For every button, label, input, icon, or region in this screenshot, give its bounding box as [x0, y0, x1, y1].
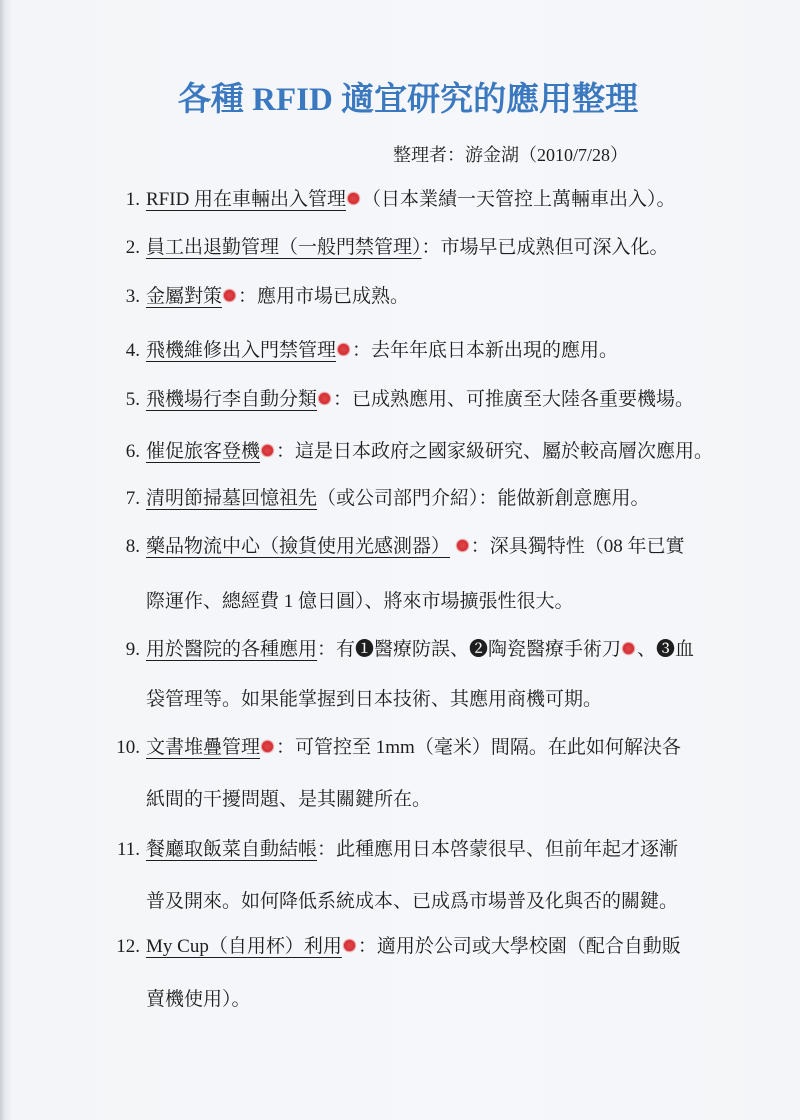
item-text: （日本業績一天管控上萬輛車出入）。	[362, 189, 676, 210]
list-item-continuation	[0, 888, 800, 916]
item-text-after-mark: 、❸血	[637, 639, 695, 660]
list-item	[0, 386, 800, 414]
list-item	[0, 836, 800, 864]
item-heading: 藥品物流中心（撿貨使用光感測器）	[146, 536, 451, 557]
item-body	[146, 234, 669, 262]
item-body	[146, 636, 694, 664]
red-mark-icon	[348, 193, 359, 204]
item-heading: 文書堆疊管理	[146, 737, 261, 758]
item-text-line2: 普及開來。如何降低系統成本、已成爲市場普及化與否的關鍵。	[146, 891, 679, 912]
item-body	[146, 386, 694, 414]
red-mark-icon	[262, 445, 273, 456]
item-number: 8.	[125, 536, 140, 557]
item-number: 10.	[116, 737, 140, 758]
item-number: 2.	[125, 237, 140, 258]
item-text-line2: 紙間的干擾問題、是其關鍵所在。	[146, 789, 432, 810]
item-text: ：此種應用日本啓蒙很早、但前年起才逐漸	[317, 839, 679, 860]
list-item	[0, 337, 800, 365]
item-heading: 清明節掃墓回憶祖先	[146, 488, 318, 509]
item-text: ：應用市場已成熟。	[238, 286, 410, 307]
item-body	[146, 485, 650, 513]
item-text: （或公司部門介紹）：能做新創意應用。	[317, 488, 650, 509]
item-body	[146, 933, 681, 961]
red-mark-icon	[623, 643, 634, 654]
item-heading: My Cup（自用杯）利用	[146, 936, 342, 957]
item-text-line2: 際運作、總經費 1 億日圓）、將來市場擴張性很大。	[146, 591, 574, 612]
list-item	[0, 186, 800, 214]
list-item	[0, 438, 800, 466]
red-mark-icon	[224, 290, 235, 301]
list-item	[0, 636, 800, 664]
list-item	[0, 533, 800, 561]
item-body	[146, 734, 681, 762]
item-text-line2: 賣機使用）。	[146, 989, 251, 1010]
list-item-continuation	[0, 986, 800, 1014]
red-mark-icon	[262, 741, 273, 752]
red-mark-icon	[344, 940, 355, 951]
list-item-continuation	[0, 588, 800, 616]
item-body	[146, 283, 409, 311]
item-number: 3.	[125, 286, 140, 307]
list-item	[0, 283, 800, 311]
item-text: ：去年年底日本新出現的應用。	[352, 340, 619, 361]
item-heading: 飛機維修出入門禁管理	[146, 340, 337, 361]
list-item	[0, 485, 800, 513]
item-number: 4.	[125, 340, 140, 361]
red-mark-icon	[338, 344, 349, 355]
list-item-continuation	[0, 686, 800, 714]
item-number: 9.	[125, 639, 140, 660]
item-body	[146, 533, 685, 561]
item-number: 6.	[125, 441, 140, 462]
item-heading: 用於醫院的各種應用	[146, 639, 318, 660]
item-heading: 飛機場行李自動分類	[146, 389, 318, 410]
list-item-continuation	[0, 786, 800, 814]
item-body	[146, 438, 713, 466]
list-item	[0, 734, 800, 762]
item-heading: 餐廳取飯菜自動結帳	[146, 839, 318, 860]
document-title: 各種 RFID 適宜研究的應用整理	[177, 82, 639, 118]
item-heading: 金屬對策	[146, 286, 223, 307]
author-line: 整理者：游金湖（2010/7/28）	[393, 145, 629, 165]
item-text: ：這是日本政府之國家級研究、屬於較高層次應用。	[276, 441, 714, 462]
item-number: 5.	[125, 389, 140, 410]
item-number: 12.	[116, 936, 140, 957]
item-text: ：深具獨特性（08 年已實	[470, 536, 685, 557]
item-text: ：適用於公司或大學校園（配合自動販	[357, 936, 681, 957]
item-heading: 員工出退勤管理（一般門禁管理）	[146, 237, 422, 258]
list-item	[0, 933, 800, 961]
list-item	[0, 234, 800, 262]
item-heading: RFID 用在車輛出入管理	[146, 189, 347, 210]
item-body	[146, 836, 678, 864]
item-number: 7.	[125, 488, 140, 509]
item-number: 1.	[125, 189, 140, 210]
item-text: ：有❶醫療防誤、❷陶瓷醫療手術刀	[317, 639, 622, 660]
item-number: 11.	[116, 839, 140, 860]
item-text: ：已成熟應用、可推廣至大陸各重要機場。	[333, 389, 695, 410]
item-heading: 催促旅客登機	[146, 441, 261, 462]
item-body	[146, 337, 618, 365]
item-body	[146, 186, 676, 214]
red-mark-icon	[457, 540, 468, 551]
item-text-line2: 袋管理等。如果能掌握到日本技術、其應用商機可期。	[146, 689, 603, 710]
item-text: ：市場早已成熟但可深入化。	[421, 237, 669, 258]
red-mark-icon	[319, 393, 330, 404]
item-text: ：可管控至 1mm（毫米）間隔。在此如何解決各	[276, 737, 681, 758]
